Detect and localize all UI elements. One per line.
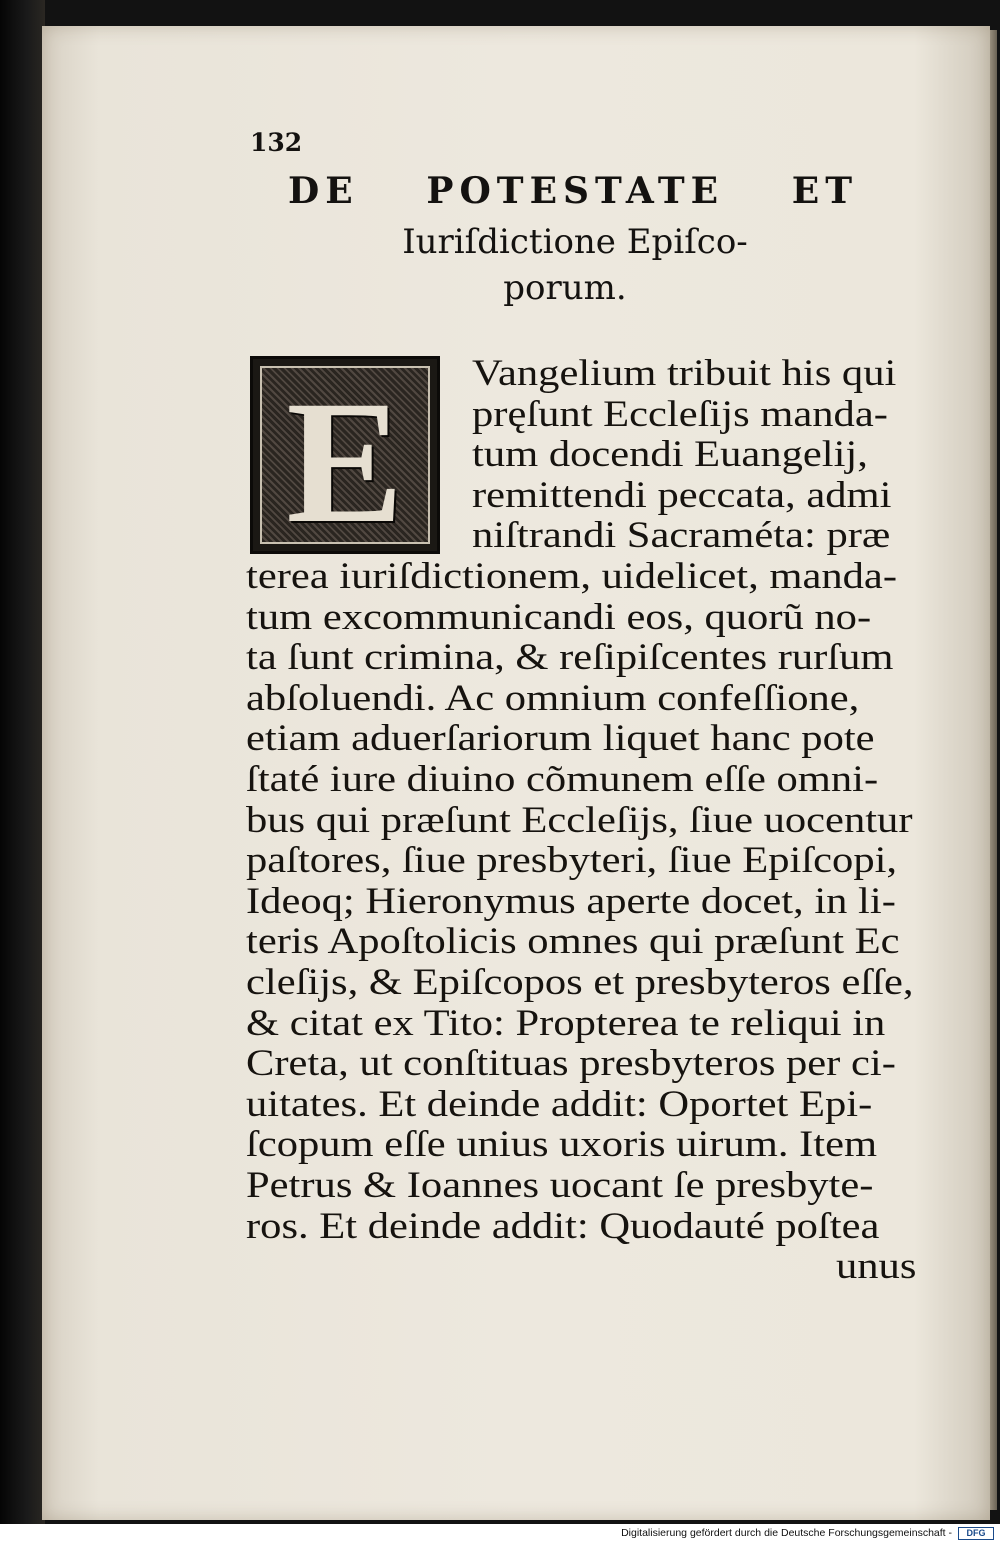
heading-word: ET	[791, 170, 858, 212]
text-line: cleſijs, & Epiſcopos et presbyteros eſſe,	[246, 962, 914, 1003]
page-number: 132	[250, 128, 303, 157]
text-line: unus	[836, 1246, 917, 1288]
footer-bar	[0, 1524, 1000, 1543]
heading-line-1	[288, 170, 858, 212]
initial-letter: E	[286, 366, 404, 544]
dfg-logo: DFG	[958, 1527, 994, 1540]
decorated-initial	[250, 356, 440, 554]
text-line: remittendi peccata, admi	[472, 474, 892, 516]
text-line: ſcopum eſſe unius uxoris uirum. Item	[246, 1124, 878, 1166]
heading-line-2: Iuriſdictione Epiſco-	[402, 222, 748, 262]
text-line: teris Apoſtolicis omnes qui præſunt Ec	[246, 921, 900, 963]
text-line: Petrus & Ioannes uocant ſe presbyte-	[246, 1165, 874, 1206]
text-line: tum excommunicandi eos, quorũ no-	[246, 596, 872, 638]
text-line: ta ſunt crimina, & reſipiſcentes rurſum	[246, 637, 894, 679]
heading-word: DE	[288, 170, 359, 212]
text-line: Creta, ut conſtituas presbyteros per ci-	[246, 1043, 896, 1085]
text-line: terea iuriſdictionem, uidelicet, manda-	[246, 556, 897, 597]
text-line: pręſunt Eccleſijs manda-	[472, 393, 888, 435]
text-line: & citat ex Tito: Propterea te reliqui in	[246, 1002, 886, 1044]
text-line: abſoluendi. Ac omnium confeſſione,	[246, 677, 860, 719]
text-line: ros. Et deinde addit: Quodauté poſtea	[246, 1205, 880, 1247]
text-line: niſtrandi Sacraméta: præ	[472, 515, 891, 557]
heading-word: POTESTATE	[426, 170, 725, 212]
text-line: uitates. Et deinde addit: Oportet Epi-	[246, 1083, 873, 1125]
heading-line-3: porum.	[503, 268, 627, 308]
text-line: Vangelium tribuit his qui	[472, 353, 897, 394]
text-line: Ideoq; Hieronymus aperte docet, in li-	[246, 880, 896, 922]
text-line: ſtaté iure diuino cõmunem eſſe omni-	[246, 759, 879, 800]
text-line: tum docendi Euangelij,	[472, 434, 868, 476]
text-line: paſtores, ſiue presbyteri, ſiue Epiſcopi,	[246, 840, 898, 882]
text-line: bus qui præſunt Eccleſijs, ſiue uocentur	[246, 799, 913, 841]
text-line: etiam aduerſariorum liquet hanc pote	[246, 718, 875, 760]
initial-ornament	[260, 366, 430, 544]
footer-credit: Digitalisierung gefördert durch die Deutsche Forschungsgemeinschaft -	[621, 1527, 952, 1539]
